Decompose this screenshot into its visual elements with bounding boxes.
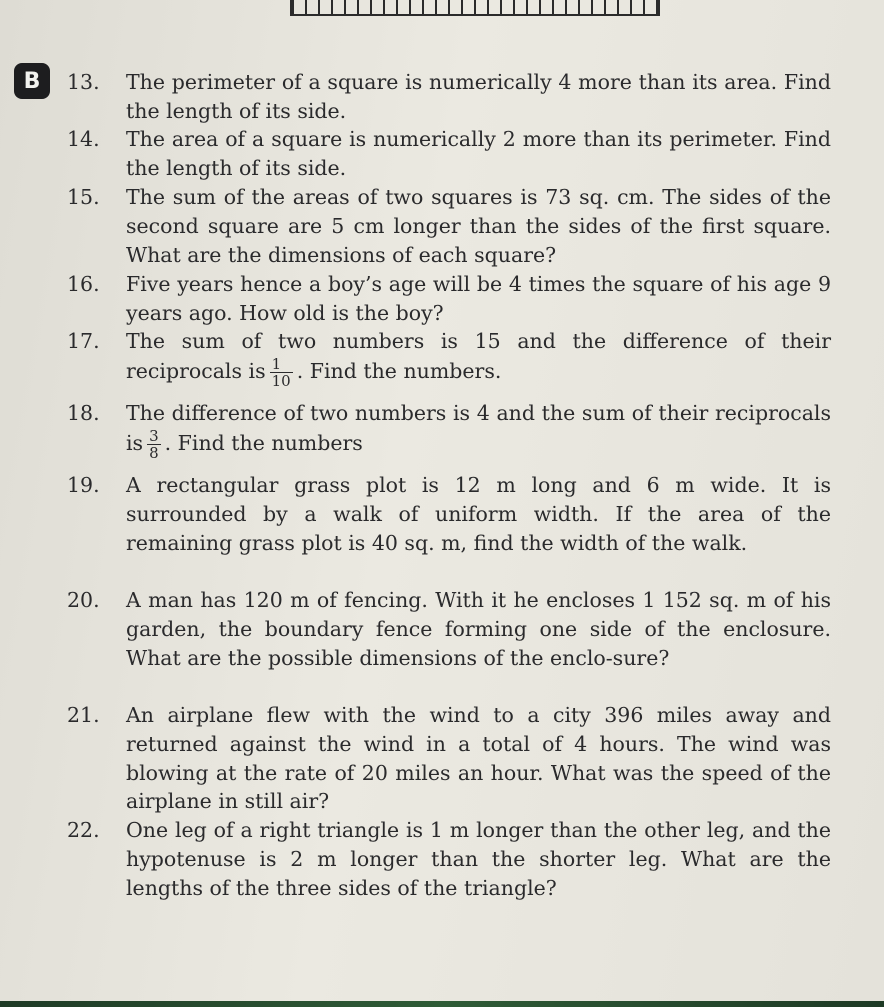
section-badge: B bbox=[14, 63, 50, 99]
question-number: 16. bbox=[67, 272, 100, 296]
question-number: 18. bbox=[67, 401, 100, 425]
fraction bbox=[147, 428, 161, 461]
question-text: A man has 120 m of fencing. With it he encloses 1 152 sq. m of his garden, the boundary fence forming one side of the enclosure. What are the possible dimensions of the enclo-sure? bbox=[126, 588, 831, 670]
question-number: 13. bbox=[67, 70, 100, 94]
question-text: A rectangular grass plot is 12 m long and 6 m wide. It is surrounded by a walk of uniform width. If the area of the remaining grass plot is 40 sq. m, find the width of the walk. bbox=[126, 473, 831, 555]
question-number: 19. bbox=[67, 473, 100, 497]
question-text-part: The difference of two numbers is 4 and the sum of their reciprocals is bbox=[126, 401, 831, 455]
question-text: The perimeter of a square is numerically 4 more than its area. Find the length of its side. bbox=[126, 70, 831, 123]
question-number: 14. bbox=[67, 127, 100, 151]
question-text: The sum of the areas of two squares is 73 sq. cm. The sides of the second square are 5 cm longer than the sides of the first square. What are the dimensions of each square? bbox=[126, 185, 831, 267]
fraction-numerator: 3 bbox=[149, 426, 159, 445]
question-text: The area of a square is numerically 2 more than its perimeter. Find the length of its side. bbox=[126, 127, 831, 180]
question-text bbox=[126, 399, 831, 461]
decorative-top-border bbox=[290, 0, 660, 16]
fraction-numerator: 1 bbox=[270, 356, 293, 373]
fraction-denominator: 8 bbox=[149, 443, 159, 462]
question-number: 20. bbox=[67, 588, 100, 612]
question-text-part: The sum of two numbers is 15 and the difference of their reciprocals is bbox=[126, 329, 831, 383]
question-number: 15. bbox=[67, 185, 100, 209]
question-number: 22. bbox=[67, 818, 100, 842]
question-text: An airplane flew with the wind to a city 396 miles away and returned against the wind in a total of 4 hours. The wind was blowing at the rate of 20 miles an hour. What was the speed of the airplane in still air? bbox=[126, 703, 831, 814]
question-number: 21. bbox=[67, 703, 100, 727]
question-text: Five years hence a boy’s age will be 4 times the square of his age 9 years ago. How old is the boy? bbox=[126, 272, 831, 325]
fraction bbox=[270, 356, 293, 389]
question-text-part: . Find the numbers bbox=[164, 430, 363, 455]
question-number: 17. bbox=[67, 329, 100, 353]
fraction-denominator: 10 bbox=[271, 371, 291, 390]
bottom-edge bbox=[0, 1001, 884, 1007]
question-text: One leg of a right triangle is 1 m longer than the other leg, and the hypotenuse is 2 m longer than the shorter leg. What are the lengths of the three sides of the triangle? bbox=[126, 818, 831, 900]
question-text-part: . Find the numbers. bbox=[296, 358, 502, 383]
question-text bbox=[126, 327, 831, 389]
